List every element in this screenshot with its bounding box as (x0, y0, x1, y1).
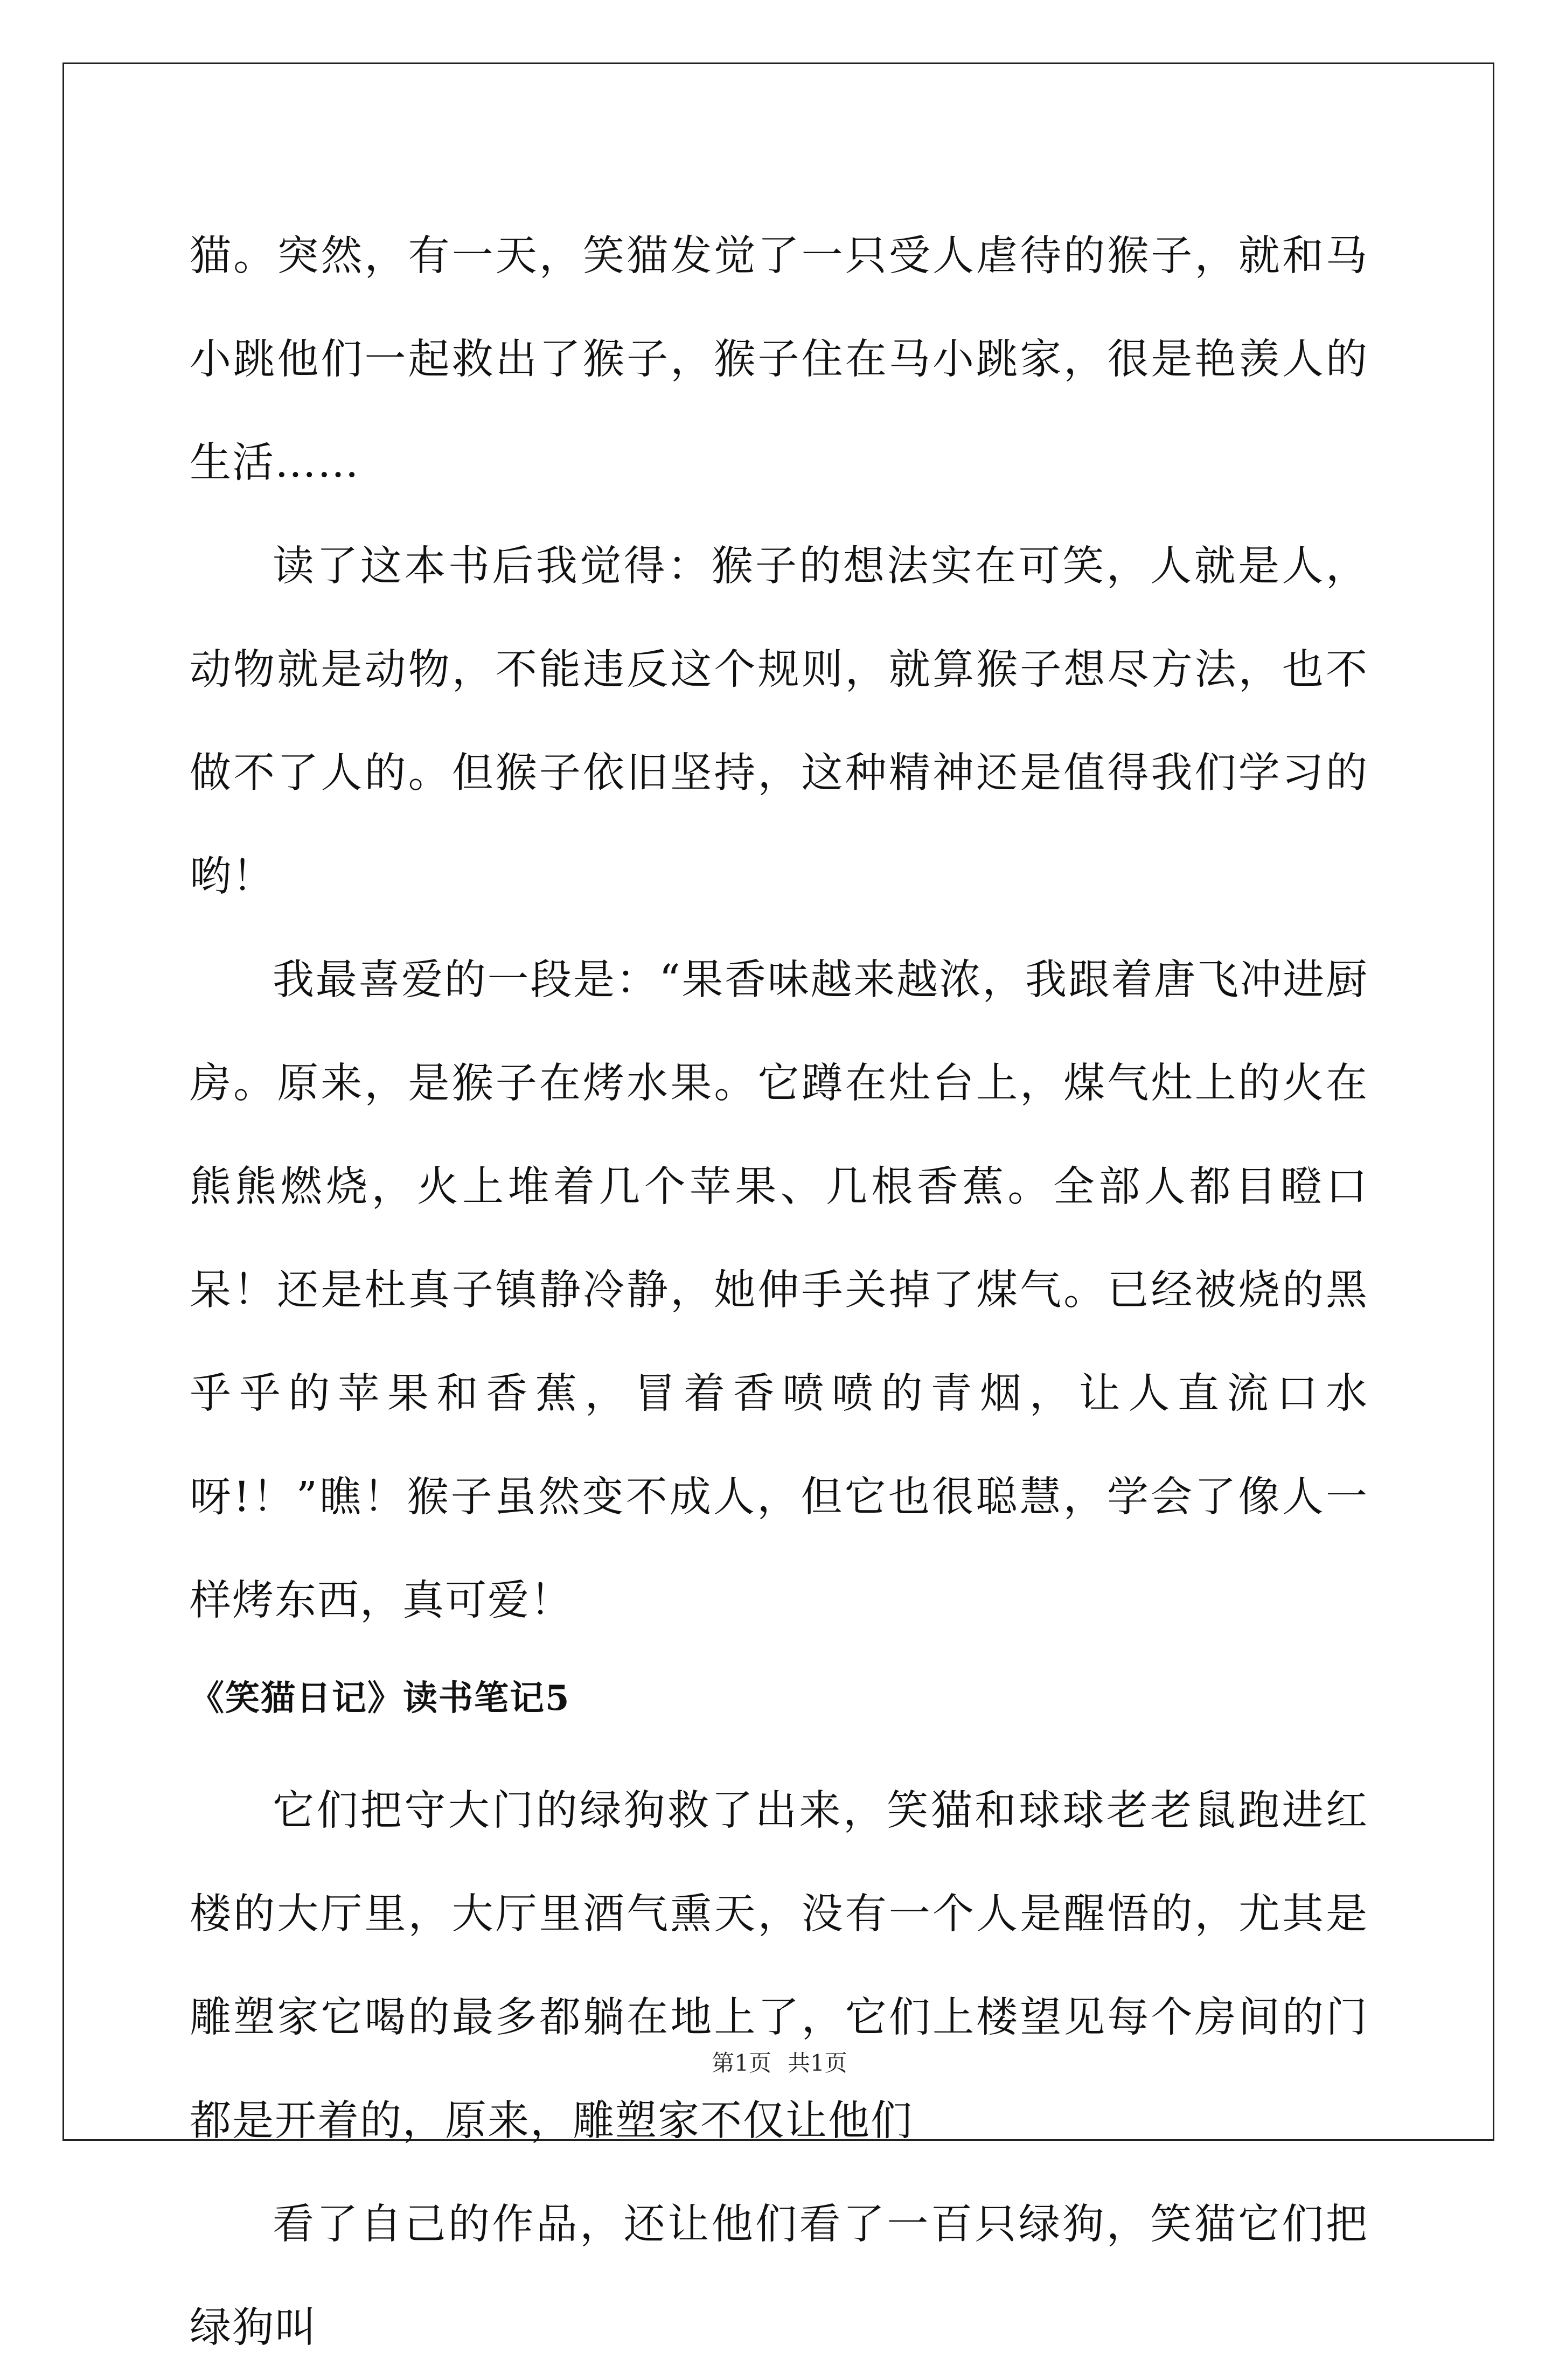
paragraph-4: 它们把守大门的绿狗救了出来，笑猫和球球老老鼠跑进红楼的大厅里，大厅里酒气熏天，没有一个人是醒悟的，尤其是雕塑家它喝的最多都躺在地上了，它们上楼望见每个房间的门都是开着的，原来，雕塑家不仅让他们 (190, 1787, 1368, 2145)
page-footer (0, 2047, 1559, 2079)
page-number: 第1页 (712, 2050, 771, 2076)
paragraph-2: 读了这本书后我觉得：猴子的想法实在可笑，人就是人，动物就是动物，不能违反这个规则，就算猴子想尽方法，也不做不了人的。但猴子依旧坚持，这种精神还是值得我们学习的哟！ (190, 542, 1368, 901)
paragraph-3: 我最喜爱的一段是：“果香味越来越浓，我跟着唐飞冲进厨房。原来，是猴子在烤水果。它蹲在灶台上，煤气灶上的火在熊熊燃烧，火上堆着几个苹果、几根香蕉。全部人都目瞪口呆！还是杜真子镇静冷静，她伸手关掉了煤气。已经被烧的黑乎乎的苹果和香蕉，冒着香喷喷的青烟，让人直流口水呀!！”瞧！猴子虽然变不成人，但它也很聪慧，学会了像人一样烤东西，真可爱！ (190, 956, 1368, 1625)
section-heading: 《笑猫日记》读书笔记5 (190, 1678, 570, 1718)
paragraph-5: 看了自己的作品，还让他们看了一百只绿狗，笑猫它们把绿狗叫 (190, 2201, 1368, 2352)
page-total: 共1页 (788, 2050, 847, 2076)
paragraph-1: 猫。突然，有一天，笑猫发觉了一只受人虐待的猴子，就和马小跳他们一起救出了猴子，猴子住在马小跳家，很是艳羡人的生活…… (190, 232, 1368, 487)
